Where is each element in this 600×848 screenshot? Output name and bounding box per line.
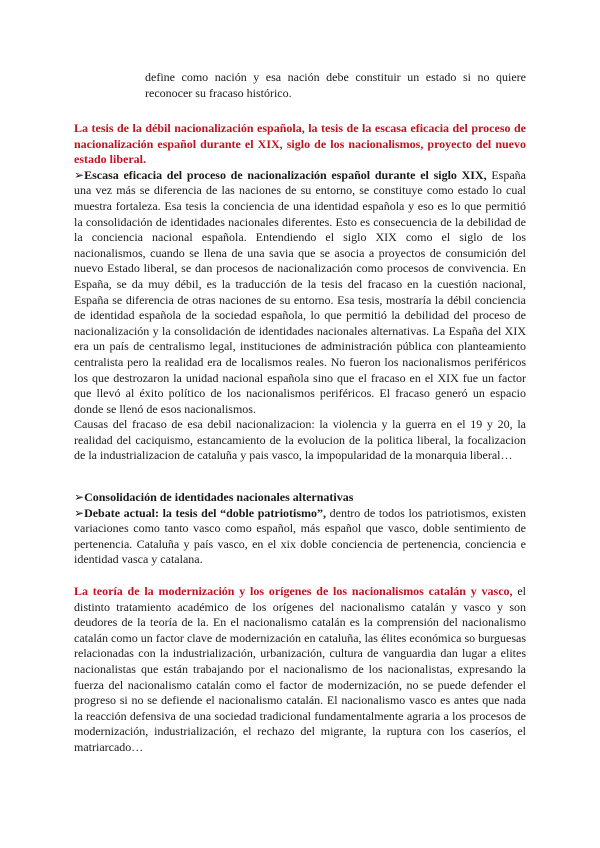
bullet1-title: Escasa eficacia del proceso de nacionalización español durante el siglo XIX, — [84, 167, 487, 182]
section2-heading: La teoría de la modernización y los orígenes de los nacionalismos catalán y vasco, — [74, 584, 513, 598]
bullet-arrow-icon: ➢ — [74, 167, 85, 182]
bullet-arrow-icon: ➢ — [74, 505, 85, 520]
bullet2-title: Consolidación de identidades nacionales alternativas — [84, 490, 354, 504]
quote-text: define como nación y esa nación debe constituir un estado si no quiere reconocer su fracaso histórico. — [145, 70, 526, 100]
bullet3-text: dentro de todos los patriotismos, existen variaciones como tanto vasco como español, más español que vasco, doble sentimiento de pertenencia. Cataluña y país vasco, en el xix doble conciencia de pertenencia, conciencia e identidad vasca y catalana. — [74, 505, 526, 567]
section2-block — [74, 584, 526, 756]
bullet3-title: Debate actual: la tesis del “doble patriotismo”, — [84, 505, 327, 520]
causes-text: Causas del fracaso de esa debil nacionalizacion: la violencia y la guerra en el 19 y 20, la realidad del caciquismo, estancamiento de la evolucion de la politica liberal, la focalizacion de la industrializacion de cataluña y pais vasco, la impopularidad de la monarquia liberal… — [74, 417, 526, 463]
section2-text: el distinto tratamiento académico de los orígenes del nacionalismo catalán y vasco y son deudores de la teoría de la. En el nacionalismo catalán es la comprensión del nacionalismo catalán como un factor clave de modernización en cataluña, las élites económica so burguesas relacionadas con la industrialización, urbanización, cultura de vanguardia dan lugar a elites nacionalistas que están trabajando por el nacionalismo de los nacionalistas, expresando la fuerza del nacionalismo catalán como el factor de modernización, no se puede defender el progreso si no se defiende el nacionalismo catalán. El nacionalismo vasco es antes que nada la reacción defensiva de una sociedad tradicional fundamentalmente agraria a los procesos de modernización, industrialización, el rechazo del migrante, la ruptura con los caseríos, el matriarcado… — [74, 584, 526, 754]
section1-block — [74, 121, 526, 464]
section1-heading: La tesis de la débil nacionalización española, la tesis de la escasa eficacia del proceso de nacionalización español durante el XIX, siglo de los nacionalismos, proyecto del nuevo estado liberal. — [74, 121, 526, 167]
bullet-arrow-icon: ➢ — [74, 490, 85, 504]
quote-paragraph — [145, 70, 526, 101]
bullet1-text: España una vez más se diferencia de las naciones de su entorno, se constituye como estado lo cual muestra fortaleza. Esa tesis la conciencia de una identidad española y eso es lo que permitió la consolidación de identidades nacionales diferentes. Esto es consecuencia de la debilidad de la conciencia nacional española. Entendiendo el siglo XIX como el siglo de los nacionalismos, cuando se llena de una savia que se asocia a proyectos de consumición del nuevo Estado liberal, se dan procesos de nacionalización como procesos de convivencia. En España, se da muy débil, es la traducción de la tesis del fracaso en la cuestión nacional, España se diferencia de otras naciones de su entorno. Esa tesis, mostraría la débil conciencia de identidad española de la sociedad española, lo que permitió la debilidad del proceso de nacionalización y la consolidación de identidades nacionales alternativas. La España del XIX era un país de centralismo legal, instituciones de administración pública con planteamiento centralista pero la realidad era de localismos reales. No fueron los nacionalismos periféricos los que destrozaron la unidad nacional española sino que el fracaso en el XIX fue un factor que llevó al éxito político de los nacionalismos periféricos. El fracaso generó un espacio donde se llenó de esos nacionalismos. — [74, 167, 527, 416]
section-bullets-block — [74, 490, 526, 568]
